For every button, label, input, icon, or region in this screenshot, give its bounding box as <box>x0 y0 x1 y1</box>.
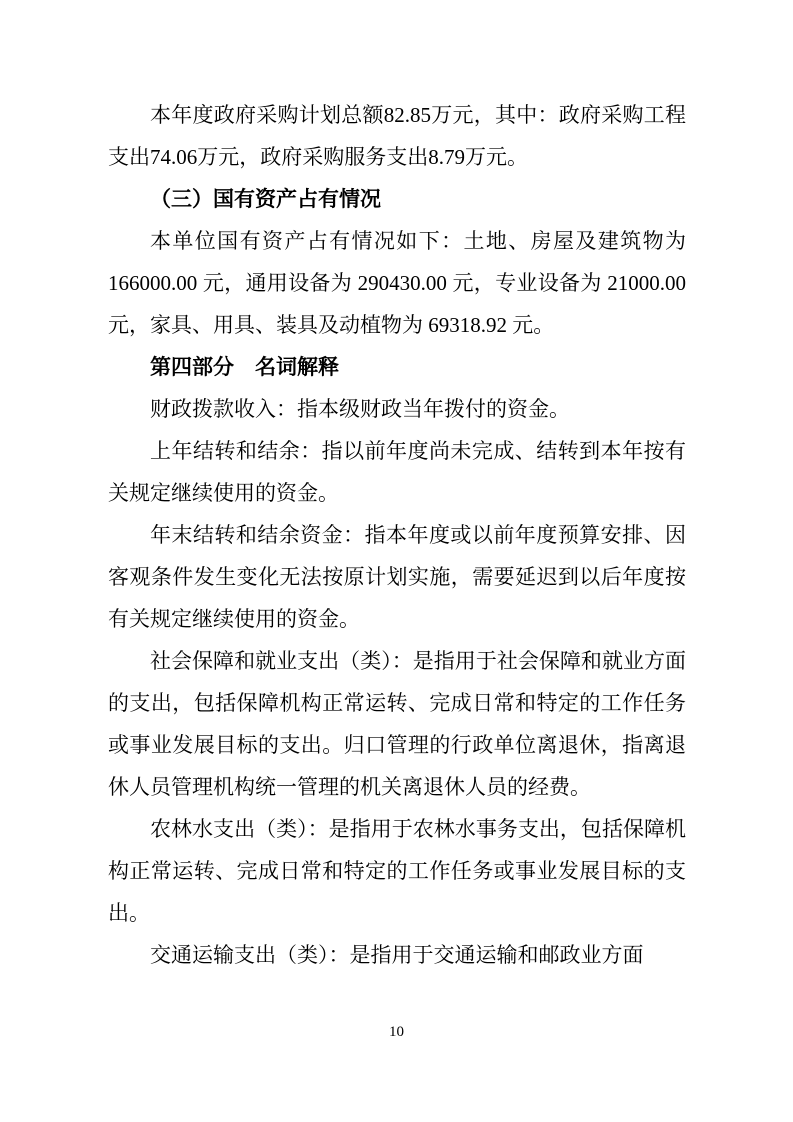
body-paragraph: 农林水支出（类）：是指用于农林水事务支出，包括保障机构正常运转、完成日常和特定的工作任务或事业发展目标的支出。 <box>108 817 686 925</box>
section-heading: 第四部分 名词解释 <box>150 355 339 379</box>
body-paragraph: 财政拨款收入：指本级财政当年拨付的资金。 <box>150 397 570 421</box>
body-paragraph: 年末结转和结余资金：指本年度或以前年度预算安排、因客观条件发生变化无法按原计划实施，需要延迟到以后年度按有关规定继续使用的资金。 <box>108 523 686 631</box>
body-paragraph: 本单位国有资产占有情况如下：土地、房屋及建筑物为 166000.00 元，通用设备为 290430.00 元，专业设备为 21000.00 元，家具、用具、装具及动植物为 69318.92 元。 <box>108 229 686 337</box>
page-number: 10 <box>389 1024 404 1040</box>
document-body <box>108 94 686 976</box>
body-paragraph: 交通运输支出（类）：是指用于交通运输和邮政业方面 <box>150 943 644 967</box>
section-heading: （三）国有资产占有情况 <box>150 187 381 211</box>
body-paragraph: 上年结转和结余：指以前年度尚未完成、结转到本年按有关规定继续使用的资金。 <box>108 439 686 505</box>
body-paragraph: 社会保障和就业支出（类）：是指用于社会保障和就业方面的支出，包括保障机构正常运转、完成日常和特定的工作任务或事业发展目标的支出。归口管理的行政单位离退休，指离退休人员管理机构统一管理的机关离退休人员的经费。 <box>108 649 686 799</box>
body-paragraph: 本年度政府采购计划总额82.85万元，其中：政府采购工程支出74.06万元，政府采购服务支出8.79万元。 <box>108 103 686 169</box>
